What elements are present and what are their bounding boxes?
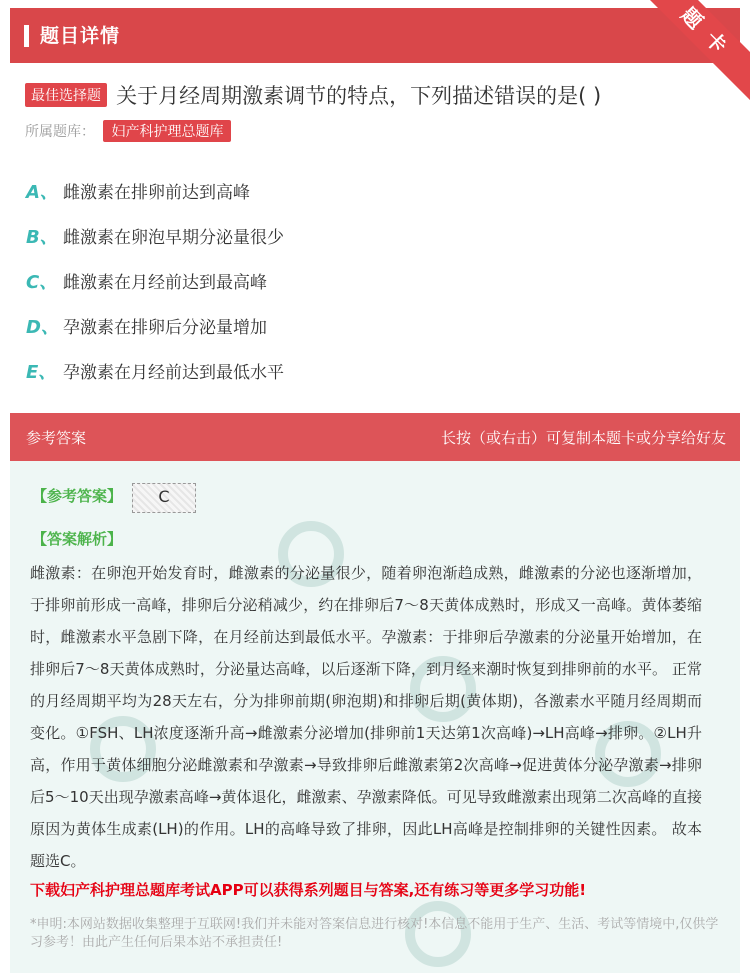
- options-list: [26, 168, 726, 393]
- option-a[interactable]: [26, 168, 726, 213]
- option-letter: D、: [26, 316, 59, 338]
- question-row: [25, 80, 730, 110]
- option-letter: B、: [26, 226, 58, 248]
- answer-section-header: [10, 413, 740, 461]
- reference-answer-value: C: [132, 483, 196, 513]
- question-bank-row: [25, 120, 231, 142]
- header-accent-bar: [24, 25, 29, 47]
- answer-body: [10, 461, 740, 973]
- bank-label: 所属题库：: [25, 124, 95, 140]
- disclaimer-text: *申明:本网站数据收集整理于互联网!我们并未能对答案信息进行核对!本信息不能用于生产、生活、考试等情境中,仅供学习参考！由此产生任何后果本站不承担责任!: [30, 917, 719, 950]
- option-text: 孕激素在排卵后分泌量增加: [63, 318, 267, 338]
- option-text: 孕激素在月经前达到最低水平: [63, 363, 284, 383]
- copy-share-hint: 长按（或右击）可复制本题卡或分享给好友: [440, 429, 726, 447]
- option-letter: A、: [26, 181, 58, 203]
- option-e[interactable]: [26, 348, 726, 393]
- reference-answer-label: 【参考答案】: [32, 487, 123, 505]
- option-c[interactable]: [26, 258, 726, 303]
- question-type-tag: 最佳选择题: [25, 83, 107, 107]
- bank-link[interactable]: 妇产科护理总题库: [103, 120, 231, 142]
- page-title: 题目详情: [40, 25, 121, 47]
- answer-section-title: 参考答案: [26, 429, 87, 447]
- option-d[interactable]: [26, 303, 726, 348]
- explanation-text: 雌激素：在卵泡开始发育时，雌激素的分泌量很少，随着卵泡渐趋成熟，雌激素的分泌也逐渐增加，于排卵前形成一高峰，排卵后分泌稍减少，约在排卵后7～8天黄体成熟时，形成又一高峰。黄体萎缩时，雌激素水平急剧下降，在月经前达到最低水平。孕激素：于排卵后孕激素的分泌量开始增加，在排卵后7～8天黄体成熟时，分泌量达高峰，以后逐渐下降，到月经来潮时恢复到排卵前的水平。 正常的月经周期平均为28天左右，分为排卵前期(卵泡期)和排卵后期(黄体期)，各激素水平随月经周期而变化。①FSH、LH浓度逐渐升高→雌激素分泌增加(排卵前1天达第1次高峰)→LH高峰→排卵。②LH升高，作用于黄体细胞分泌雌激素和孕激素→导致排卵后雌激素第2次高峰→促进黄体分泌孕激素→排卵后5～10天出现孕激素高峰→黄体退化，雌激素、孕激素降低。可见导致雌激素出现第二次高峰的直接原因为黄体生成素(LH)的作用。LH的高峰导致了排卵，因此LH高峰是控制排卵的关键性因素。 故本题选C。: [30, 564, 702, 870]
- option-b[interactable]: [26, 213, 726, 258]
- question-text: 关于月经周期激素调节的特点，下列描述错误的是( ): [116, 84, 602, 108]
- option-text: 雌激素在排卵前达到高峰: [63, 183, 250, 203]
- page-header: [10, 8, 740, 63]
- app-download-promo[interactable]: 下载妇产科护理总题库考试APP可以获得系列题目与答案,还有练习等更多学习功能!: [30, 881, 587, 899]
- explanation-label: 【答案解析】: [32, 530, 123, 548]
- option-letter: E、: [26, 361, 57, 383]
- option-letter: C、: [26, 271, 58, 293]
- ribbon-label: 题卡: [650, 0, 750, 100]
- option-text: 雌激素在卵泡早期分泌量很少: [63, 228, 284, 248]
- option-text: 雌激素在月经前达到最高峰: [63, 273, 267, 293]
